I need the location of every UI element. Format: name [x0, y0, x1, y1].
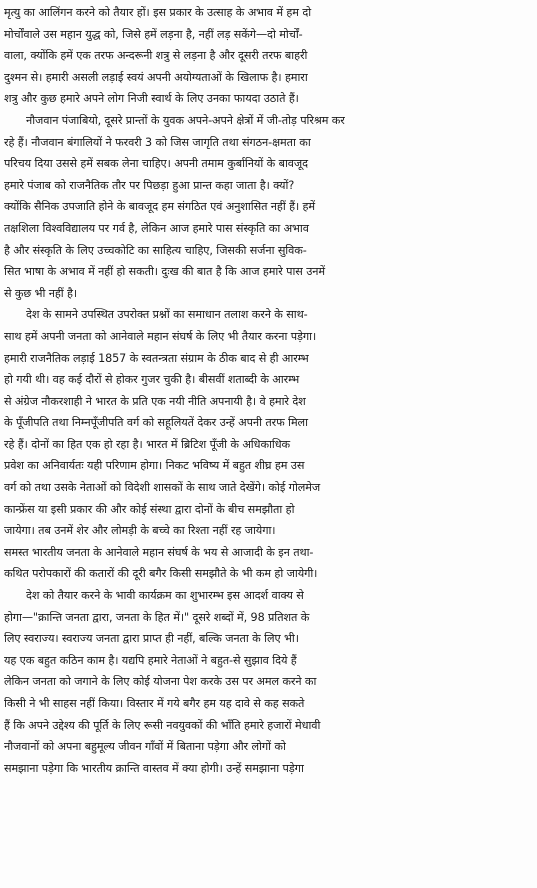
text-line: रहे हैं। दोनों का हित एक हो रहा है। भारत में ब्रिटिश पूँजी के अधिकाधिक [4, 437, 291, 451]
text-line: हमारी राजनैतिक लड़ाई 1857 के स्वतन्त्रता संग्राम के ठीक बाद से ही आरम्भ [4, 351, 309, 365]
paragraph [4, 304, 531, 585]
paragraph [4, 110, 531, 304]
text-line: नौजवान पंजाबियो, दूसरे प्रान्तों के युवक अपने-अपने क्षेत्रों में जी-तोड़ परिश्रम कर [26, 113, 345, 127]
text-line: हमारे पंजाब को राजनैतिक तौर पर पिछड़ा हुआ प्रान्त कहा जाता है। क्यों? [4, 178, 295, 192]
text-line: समस्त भारतीय जनता के आनेवाले महान संघर्ष के भय से आजादी के इन तथा- [4, 545, 314, 559]
text-line: रहे हैं। नौजवान बंगालियों ने फरवरी 3 को जिस जागृति तथा संगठन-क्षमता का [4, 135, 311, 149]
text-line: लेकिन जनता को जगाने के लिए कोई योजना पेश करके उस पर अमल करने का [4, 675, 317, 689]
text-line: से अंग्रेज नौकरशाही ने भारत के प्रति एक नयी नीति अपनायी है। वे हमारे देश [4, 394, 306, 408]
text-line: दुश्मन से। हमारी असली लड़ाई स्वयं अपनी अयोग्यताओं के खिलाफ है। हमारा [4, 70, 308, 84]
paragraph [4, 585, 531, 779]
text-line: वाला, क्योंकि हमें एक तरफ अन्दरूनी शत्रु से लड़ना है और दूसरी तरफ बाहरी [4, 49, 308, 63]
text-line: जायेगा। तब उनमें शेर और लोमड़ी के बच्चे का रिश्ता नहीं रह जायेगा। [4, 524, 276, 538]
text-line: समझाना पड़ेगा कि भारतीय क्रान्ति वास्तव में क्या होगी। उन्हें समझाना पड़ेगा [4, 761, 304, 775]
paragraph [4, 2, 531, 110]
text-line: शत्रु और कुछ हमारे अपने लोग निजी स्वार्थ के लिए उनका फायदा उठाते हैं। [4, 92, 299, 106]
text-line: क्योंकि सैनिक उपजाति होने के बावजूद हम संगठित एवं अनुशासित नहीं हैं। हमें [4, 200, 315, 214]
text-line: से कुछ भी नहीं है। [4, 286, 78, 300]
text-line: मृत्यु का आलिंगन करने को तैयार हों। इस प्रकार के उत्साह के अभाव में हम दो [4, 6, 312, 19]
text-line: कान्फ्रेंस या इसी प्रकार की और कोई संस्था द्वारा दोनों के बीच समझौता हो [4, 502, 295, 516]
text-line: यह एक बहुत कठिन काम है। यद्यपि हमारे नेताओं ने बहुत-से सुझाव दिये हैं [4, 653, 297, 667]
text-line: सित भाषा के अभाव में नहीं हो सकती। दुःख की बात है कि आज हमारे पास उनमें [4, 265, 325, 279]
text-line: देश के सामने उपस्थित उपरोक्त प्रश्नों का समाधान तलाश करने के साथ- [26, 308, 308, 322]
text-line: के पूँजीपति तथा निम्नपूँजीपति वर्ग को सहूलियतें देकर उन्हें अपनी तरफ मिला [4, 416, 308, 430]
text-line: होगा—"क्रान्ति जनता द्वारा, जनता के हित में।" दूसरे शब्दों में, 98 प्रतिशत के [4, 610, 310, 624]
text-line: प्रवेश का अनिवार्यतः यही परिणाम होगा। निकट भविष्य में बहुत शीघ्र हम उस [4, 459, 305, 473]
text-line: हो गयी थी। वह कई दौरों से होकर गुजर चुकी है। बीसवीं शताब्दी के आरम्भ [4, 373, 300, 387]
text-line: परिचय दिया उससे हमें सबक लेना चाहिए। अपनी तमाम कुर्बानियों के बावजूद [4, 157, 308, 171]
text-line: है और संस्कृति के लिए उच्चकोटि का साहित्य चाहिए, जिसकी सर्जना सुविक- [4, 243, 307, 257]
text-line: साथ हमें अपनी जनता को आनेवाले महान संघर्ष के लिए भी तैयार करना पड़ेगा। [4, 329, 317, 343]
text-line: हैं कि अपने उद्देश्य की पूर्ति के लिए रूसी नवयुवकों की भाँति हमारे हजारों मेधावी [4, 718, 321, 732]
text-line: नौजवानों को अपना बहुमूल्य जीवन गाँवों में बिताना पड़ेगा और लोगों को [4, 740, 286, 754]
text-line: लिए स्वराज्य। स्वराज्य जनता द्वारा प्राप्त ही नहीं, बल्कि जनता के लिए भी। [4, 632, 299, 646]
text-line: देश को तैयार करने के भावी कार्यक्रम का शुभारम्भ इस आदर्श वाक्य से [26, 589, 304, 603]
text-line: मोर्चोंवाले उस महान युद्ध को, जिसे हमें लड़ना है, नहीं लड़ सकेंगे—दो मोर्चों- [4, 27, 303, 41]
text-line: किसी ने भी साहस नहीं किया। विस्तार में गये बगैर हम यह दावे से कह सकते [4, 697, 305, 710]
text-line: वर्ग को तथा उसके नेताओं को विदेशी शासकों के साथ जाते देखेंगे। कोई गोलमेज [4, 481, 321, 495]
text-line: तक्षशिला विश्वविद्यालय पर गर्व है, लेकिन आज हमारे पास संस्कृति का अभाव [4, 221, 309, 235]
text-line: कथित परोपकारों की कतारों की दूरी बगैर किसी समझौते के भी कम हो जायेगी। [4, 567, 318, 581]
